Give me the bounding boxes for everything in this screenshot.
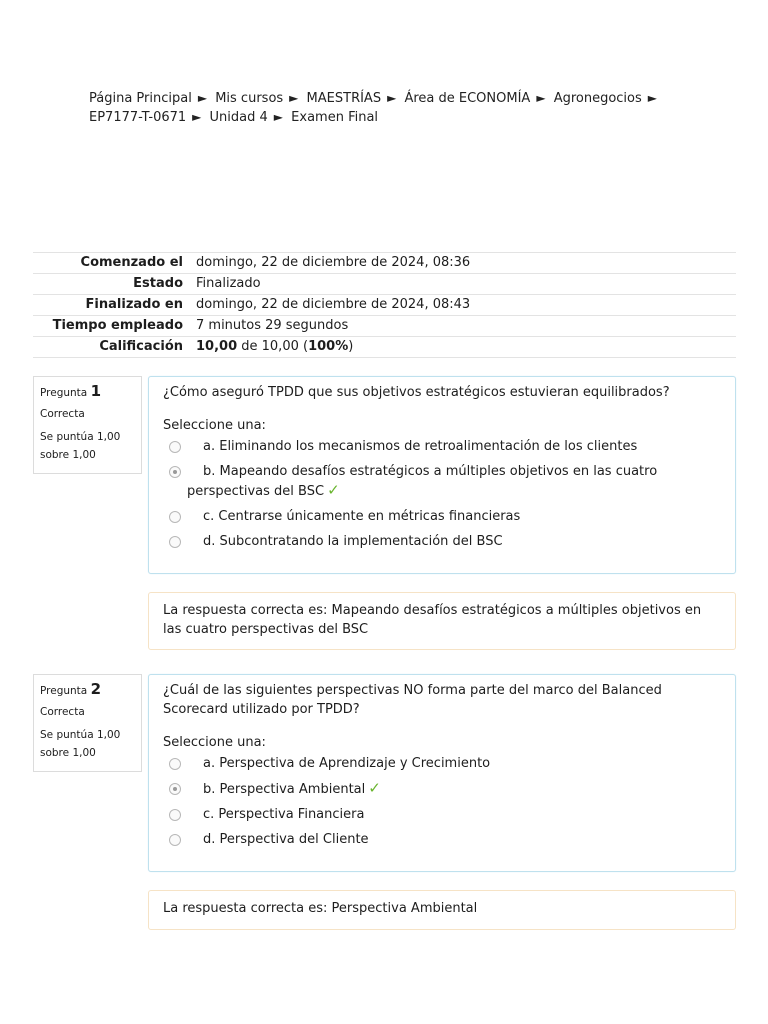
breadcrumb-home[interactable]: Página Principal (89, 91, 192, 106)
answer-option-d[interactable] (163, 532, 721, 551)
summary-label: Calificación (33, 337, 191, 358)
breadcrumb-separator: ► (289, 91, 299, 105)
breadcrumb-maestrias[interactable]: MAESTRÍAS (306, 91, 382, 106)
breadcrumb-separator: ► (192, 110, 202, 124)
option-label: d. Subcontratando la implementación del BSC (203, 534, 503, 549)
breadcrumb (89, 89, 689, 127)
breadcrumb-my-courses[interactable]: Mis cursos (215, 91, 284, 106)
summary-label: Finalizado en (33, 295, 191, 316)
question-number-value: 1 (90, 382, 102, 400)
question-content-2 (148, 674, 736, 872)
question-text: ¿Cómo aseguró TPDD que sus objetivos estratégicos estuvieran equilibrados? (163, 385, 670, 400)
answer-option-a[interactable] (163, 754, 721, 773)
question-info-2 (33, 674, 142, 772)
breadcrumb-agronegocios[interactable]: Agronegocios (553, 91, 642, 106)
breadcrumb-separator: ► (273, 110, 284, 124)
answer-prompt: Seleccione una: (163, 418, 266, 433)
option-label: a. Perspectiva de Aprendizaje y Crecimiento (203, 756, 491, 771)
radio-button-selected[interactable] (169, 466, 181, 478)
question-number-value: 2 (90, 680, 102, 698)
question-number (40, 382, 135, 400)
grade-value (191, 337, 736, 358)
radio-button[interactable] (169, 809, 181, 821)
answer-option-c[interactable] (163, 805, 721, 824)
option-label: b. Mapeando desafíos estratégicos a múltiples objetivos en las cuatro (203, 464, 658, 479)
answer-prompt: Seleccione una: (163, 735, 266, 750)
question-info-1 (33, 376, 142, 474)
option-label: c. Centrarse únicamente en métricas financieras (203, 509, 521, 524)
radio-button-selected[interactable] (169, 783, 181, 795)
radio-button[interactable] (169, 441, 181, 453)
breadcrumb-separator: ► (536, 91, 546, 105)
option-label: c. Perspectiva Financiera (203, 807, 365, 822)
radio-button[interactable] (169, 758, 181, 770)
breadcrumb-area-economia[interactable]: Área de ECONOMÍA (404, 91, 531, 106)
summary-row-finished (33, 295, 736, 316)
question-feedback-1 (148, 592, 736, 650)
summary-value: domingo, 22 de diciembre de 2024, 08:43 (191, 295, 736, 316)
attempt-summary-table (33, 252, 736, 358)
question-state: Correcta (40, 706, 85, 718)
question-text: ¿Cuál de las siguientes perspectivas NO forma parte del marco del Balanced Scorecard utilizado por TPDD? (163, 683, 662, 717)
grade-percent: 100% (308, 339, 349, 354)
summary-row-time (33, 316, 736, 337)
question-grade: Se puntúa 1,00 sobre 1,00 (40, 729, 121, 759)
summary-value: Finalizado (191, 274, 736, 295)
option-label: b. Perspectiva Ambiental (203, 782, 366, 797)
question-state: Correcta (40, 408, 85, 420)
breadcrumb-separator: ► (647, 91, 658, 105)
grade-score: 10,00 (196, 339, 238, 354)
question-prefix: Pregunta (40, 387, 88, 399)
grade-close: ) (348, 339, 354, 354)
breadcrumb-exam[interactable]: Examen Final (291, 110, 379, 125)
correct-answer-text: La respuesta correcta es: Perspectiva Ambiental (163, 901, 478, 916)
summary-value: domingo, 22 de diciembre de 2024, 08:36 (191, 253, 736, 274)
option-label: d. Perspectiva del Cliente (203, 832, 369, 847)
summary-label: Estado (33, 274, 191, 295)
answer-option-b[interactable] (163, 462, 721, 501)
answer-option-b[interactable] (163, 779, 721, 799)
question-number (40, 680, 135, 698)
summary-row-grade (33, 337, 736, 358)
grade-out-of: de 10,00 ( (237, 339, 309, 354)
question-grade: Se puntúa 1,00 sobre 1,00 (40, 431, 121, 461)
breadcrumb-separator: ► (387, 91, 397, 105)
breadcrumb-course-code[interactable]: EP7177-T-0671 (89, 110, 187, 125)
summary-label: Tiempo empleado (33, 316, 191, 337)
summary-row-started (33, 253, 736, 274)
question-prefix: Pregunta (40, 685, 88, 697)
option-label-continued: perspectivas del BSC (187, 484, 325, 499)
answer-option-c[interactable] (163, 507, 721, 526)
summary-row-state (33, 274, 736, 295)
option-label: a. Eliminando los mecanismos de retroalimentación de los clientes (203, 439, 638, 454)
summary-label: Comenzado el (33, 253, 191, 274)
breadcrumb-separator: ► (197, 91, 208, 105)
question-content-1 (148, 376, 736, 574)
breadcrumb-unit[interactable]: Unidad 4 (209, 110, 268, 125)
check-icon: ✓ (368, 779, 381, 797)
correct-answer-text: La respuesta correcta es: Mapeando desafíos estratégicos a múltiples objetivos en las cuatro perspectivas del BSC (163, 603, 702, 637)
check-icon: ✓ (327, 481, 340, 499)
radio-button[interactable] (169, 834, 181, 846)
radio-button[interactable] (169, 536, 181, 548)
answer-option-d[interactable] (163, 830, 721, 849)
answer-option-a[interactable] (163, 437, 721, 456)
summary-value: 7 minutos 29 segundos (191, 316, 736, 337)
radio-button[interactable] (169, 511, 181, 523)
question-feedback-2 (148, 890, 736, 930)
